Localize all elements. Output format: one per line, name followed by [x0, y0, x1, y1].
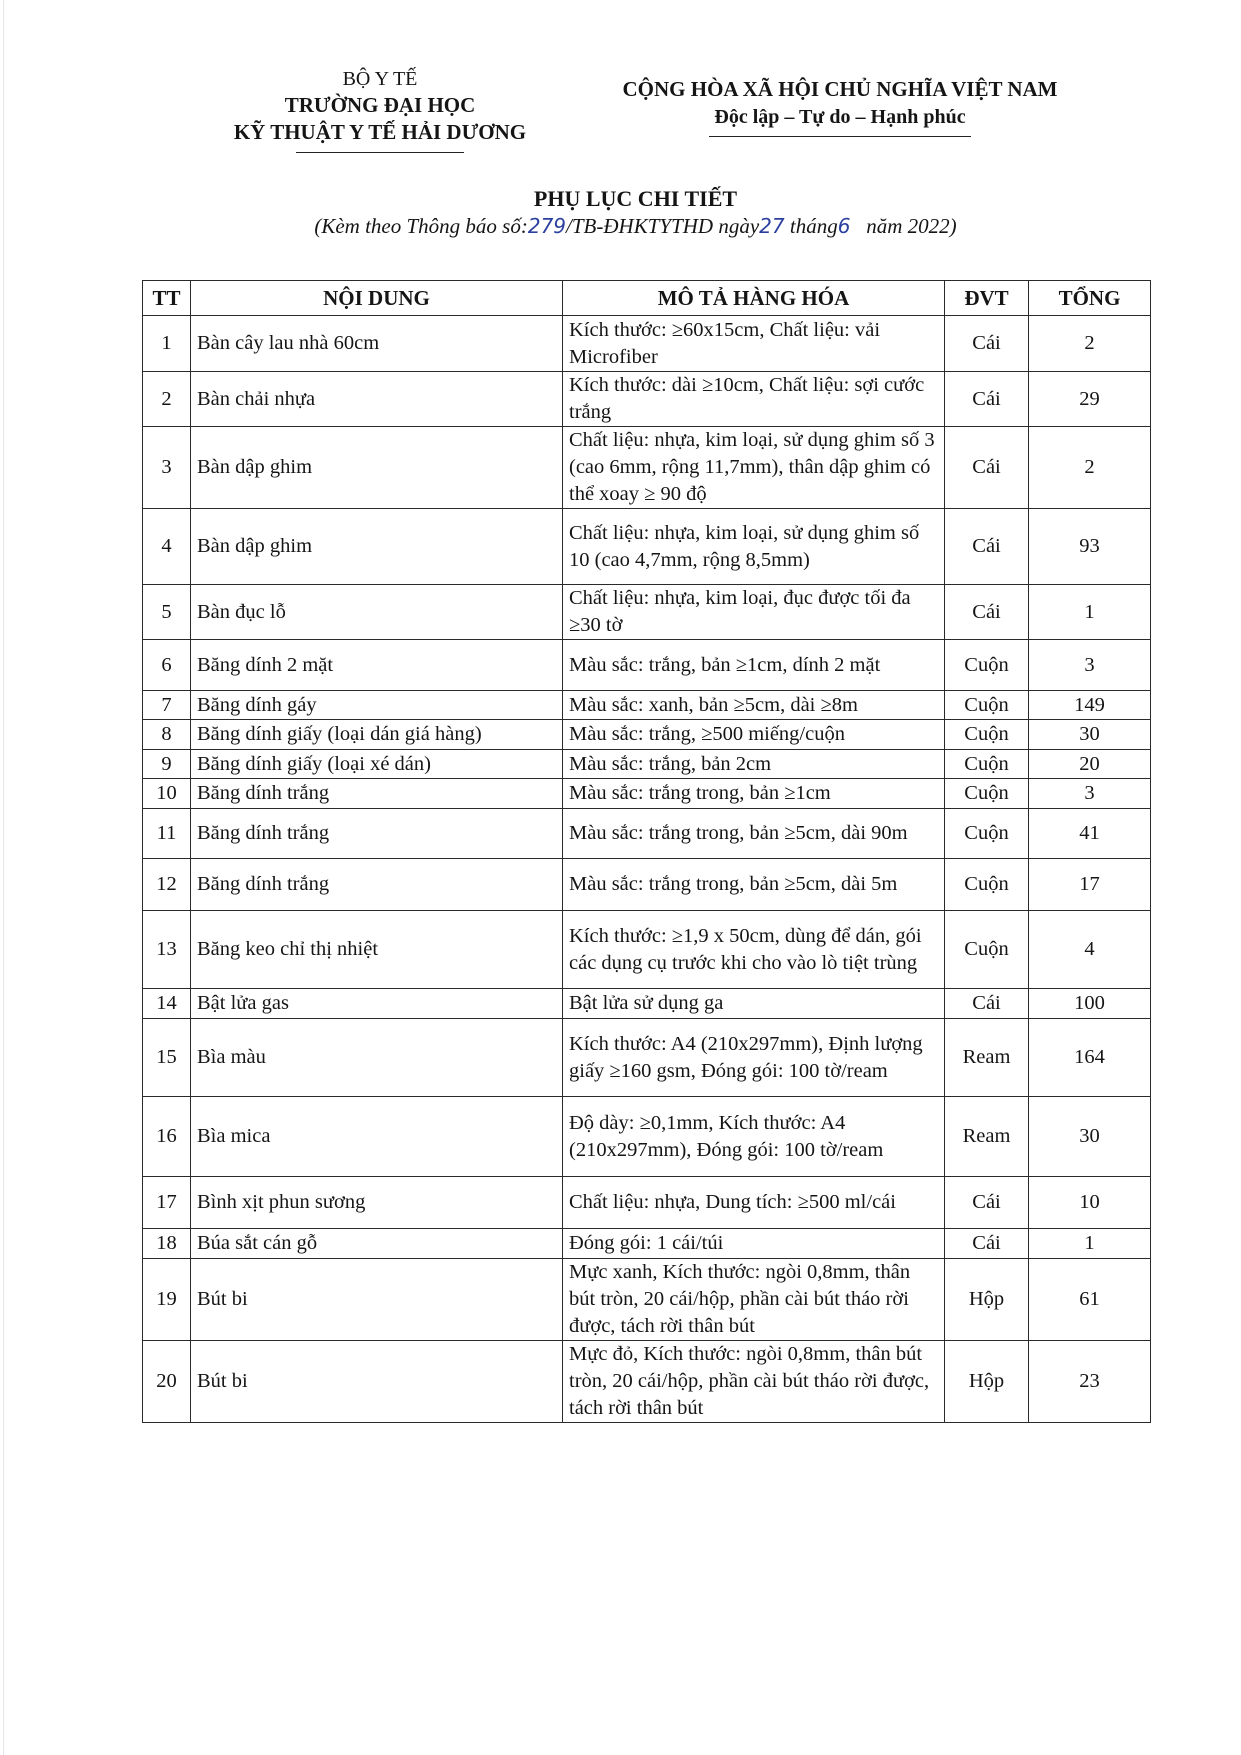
item-total: 1 [1029, 1229, 1151, 1259]
item-name: Băng dính giấy (loại dán giá hàng) [191, 720, 563, 750]
item-total: 3 [1029, 640, 1151, 691]
row-number: 5 [143, 585, 191, 640]
table-row [143, 809, 1151, 859]
item-unit: Cuộn [945, 691, 1029, 720]
item-unit: Cái [945, 1229, 1029, 1259]
row-number: 16 [143, 1097, 191, 1177]
item-total: 3 [1029, 779, 1151, 809]
item-unit: Hộp [945, 1259, 1029, 1341]
table-row [143, 427, 1151, 509]
motto-underline [709, 136, 971, 137]
school-name-line1: TRƯỜNG ĐẠI HỌC [284, 93, 476, 117]
item-description: Kích thước: ≥60x15cm, Chất liệu: vải Microfiber [563, 316, 945, 372]
row-number: 19 [143, 1259, 191, 1341]
table-row [143, 779, 1151, 809]
handwritten-day: 27 [759, 214, 785, 238]
item-description: Kích thước: ≥1,9 x 50cm, dùng để dán, gói các dụng cụ trước khi cho vào lò tiệt trùng [563, 911, 945, 989]
item-unit: Cái [945, 509, 1029, 585]
item-unit: Hộp [945, 1341, 1029, 1423]
item-name: Băng keo chỉ thị nhiệt [191, 911, 563, 989]
item-description: Kích thước: dài ≥10cm, Chất liệu: sợi cước trắng [563, 372, 945, 427]
item-name: Búa sắt cán gỗ [191, 1229, 563, 1259]
row-number: 10 [143, 779, 191, 809]
subtitle-code: /TB-ĐHKTYTHD ngày [566, 214, 760, 238]
table-row [143, 640, 1151, 691]
item-name: Bìa màu [191, 1019, 563, 1097]
document-title: PHỤ LỤC CHI TIẾT [533, 186, 738, 211]
item-description: Độ dày: ≥0,1mm, Kích thước: A4 (210x297mm), Đóng gói: 100 tờ/ream [563, 1097, 945, 1177]
item-description: Màu sắc: xanh, bản ≥5cm, dài ≥8m [563, 691, 945, 720]
item-name: Bàn đục lỗ [191, 585, 563, 640]
item-total: 29 [1029, 372, 1151, 427]
row-number: 17 [143, 1177, 191, 1229]
item-total: 93 [1029, 509, 1151, 585]
row-number: 11 [143, 809, 191, 859]
table-row [143, 372, 1151, 427]
header-dvt: ĐVT [945, 281, 1029, 316]
row-number: 1 [143, 316, 191, 372]
item-name: Bút bi [191, 1341, 563, 1423]
issuer-header [215, 66, 545, 153]
header-tt: TT [143, 281, 191, 316]
document-subtitle [0, 214, 1241, 239]
item-unit: Cuộn [945, 640, 1029, 691]
item-description: Màu sắc: trắng trong, bản ≥5cm, dài 5m [563, 859, 945, 911]
item-name: Băng dính 2 mặt [191, 640, 563, 691]
item-description: Chất liệu: nhựa, kim loại, sử dụng ghim số 3 (cao 6mm, rộng 11,7mm), thân dập ghim có thể xoay ≥ 90 độ [563, 427, 945, 509]
page-edge [3, 0, 4, 1755]
table-row [143, 509, 1151, 585]
row-number: 9 [143, 750, 191, 779]
table-row [143, 1177, 1151, 1229]
item-total: 149 [1029, 691, 1151, 720]
table-row [143, 1097, 1151, 1177]
item-unit: Cái [945, 316, 1029, 372]
country-name: CỘNG HÒA XÃ HỘI CHỦ NGHĨA VIỆT NAM [622, 77, 1058, 101]
item-name: Bình xịt phun sương [191, 1177, 563, 1229]
item-unit: Cuộn [945, 809, 1029, 859]
table-row [143, 316, 1151, 372]
item-description: Chất liệu: nhựa, kim loại, sử dụng ghim số 10 (cao 4,7mm, rộng 8,5mm) [563, 509, 945, 585]
row-number: 13 [143, 911, 191, 989]
item-name: Bút bi [191, 1259, 563, 1341]
header-tong: TỔNG [1029, 281, 1151, 316]
item-description: Kích thước: A4 (210x297mm), Định lượng giấy ≥160 gsm, Đóng gói: 100 tờ/ream [563, 1019, 945, 1097]
item-unit: Cái [945, 1177, 1029, 1229]
item-description: Màu sắc: trắng, ≥500 miếng/cuộn [563, 720, 945, 750]
item-description: Bật lửa sử dụng ga [563, 989, 945, 1019]
item-unit: Cuộn [945, 779, 1029, 809]
item-total: 30 [1029, 720, 1151, 750]
item-total: 17 [1029, 859, 1151, 911]
item-description: Đóng gói: 1 cái/túi [563, 1229, 945, 1259]
subtitle-year: năm 2022) [866, 214, 957, 238]
table-row [143, 989, 1151, 1019]
header-mo-ta: MÔ TẢ HÀNG HÓA [563, 281, 945, 316]
table-row [143, 691, 1151, 720]
subtitle-prefix: (Kèm theo Thông báo số: [314, 214, 528, 238]
item-name: Băng dính gáy [191, 691, 563, 720]
item-description: Màu sắc: trắng trong, bản ≥5cm, dài 90m [563, 809, 945, 859]
handwritten-month: 6 [837, 214, 851, 238]
issuer-underline [296, 152, 464, 153]
table-row [143, 585, 1151, 640]
row-number: 12 [143, 859, 191, 911]
national-motto: Độc lập – Tự do – Hạnh phúc [714, 106, 966, 128]
item-name: Bàn cây lau nhà 60cm [191, 316, 563, 372]
table-header-row [143, 281, 1151, 316]
item-unit: Cuộn [945, 859, 1029, 911]
item-unit: Cuộn [945, 720, 1029, 750]
item-name: Bàn dập ghim [191, 509, 563, 585]
row-number: 7 [143, 691, 191, 720]
item-total: 41 [1029, 809, 1151, 859]
table-row [143, 1341, 1151, 1423]
table-row [143, 720, 1151, 750]
school-name-line2: KỸ THUẬT Y TẾ HẢI DƯƠNG [233, 120, 527, 144]
row-number: 6 [143, 640, 191, 691]
item-unit: Ream [945, 1019, 1029, 1097]
item-total: 61 [1029, 1259, 1151, 1341]
item-name: Bàn dập ghim [191, 427, 563, 509]
item-total: 10 [1029, 1177, 1151, 1229]
row-number: 3 [143, 427, 191, 509]
subtitle-month-label: tháng [789, 214, 838, 238]
row-number: 20 [143, 1341, 191, 1423]
item-description: Mực xanh, Kích thước: ngòi 0,8mm, thân bút tròn, 20 cái/hộp, phần cài bút tháo rời được, tách rời thân bút [563, 1259, 945, 1341]
item-unit: Cuộn [945, 911, 1029, 989]
item-unit: Cái [945, 427, 1029, 509]
handwritten-doc-number: 279 [527, 214, 567, 238]
item-name: Băng dính trắng [191, 859, 563, 911]
row-number: 2 [143, 372, 191, 427]
item-description: Mực đỏ, Kích thước: ngòi 0,8mm, thân bút tròn, 20 cái/hộp, phần cài bút tháo rời được, tách rời thân bút [563, 1341, 945, 1423]
national-header [600, 75, 1080, 137]
header-noi-dung: NỘI DUNG [191, 281, 563, 316]
item-name: Bìa mica [191, 1097, 563, 1177]
item-unit: Cuộn [945, 750, 1029, 779]
item-name: Băng dính trắng [191, 809, 563, 859]
item-unit: Ream [945, 1097, 1029, 1177]
items-table [142, 280, 1151, 1423]
table-row [143, 1259, 1151, 1341]
table-row [143, 1019, 1151, 1097]
row-number: 15 [143, 1019, 191, 1097]
row-number: 8 [143, 720, 191, 750]
table-row [143, 859, 1151, 911]
row-number: 14 [143, 989, 191, 1019]
item-description: Chất liệu: nhựa, Dung tích: ≥500 ml/cái [563, 1177, 945, 1229]
item-total: 2 [1029, 316, 1151, 372]
item-total: 2 [1029, 427, 1151, 509]
item-name: Bật lửa gas [191, 989, 563, 1019]
table-row [143, 750, 1151, 779]
item-unit: Cái [945, 585, 1029, 640]
item-description: Chất liệu: nhựa, kim loại, đục được tối đa ≥30 tờ [563, 585, 945, 640]
item-total: 30 [1029, 1097, 1151, 1177]
item-name: Bàn chải nhựa [191, 372, 563, 427]
item-unit: Cái [945, 372, 1029, 427]
item-unit: Cái [945, 989, 1029, 1019]
item-total: 20 [1029, 750, 1151, 779]
item-description: Màu sắc: trắng, bản ≥1cm, dính 2 mặt [563, 640, 945, 691]
item-name: Băng dính giấy (loại xé dán) [191, 750, 563, 779]
ministry-name: BỘ Y TẾ [342, 68, 418, 90]
item-description: Màu sắc: trắng trong, bản ≥1cm [563, 779, 945, 809]
item-description: Màu sắc: trắng, bản 2cm [563, 750, 945, 779]
row-number: 18 [143, 1229, 191, 1259]
item-total: 4 [1029, 911, 1151, 989]
item-total: 100 [1029, 989, 1151, 1019]
item-total: 23 [1029, 1341, 1151, 1423]
item-total: 1 [1029, 585, 1151, 640]
item-name: Băng dính trắng [191, 779, 563, 809]
item-total: 164 [1029, 1019, 1151, 1097]
table-row [143, 911, 1151, 989]
table-row [143, 1229, 1151, 1259]
row-number: 4 [143, 509, 191, 585]
